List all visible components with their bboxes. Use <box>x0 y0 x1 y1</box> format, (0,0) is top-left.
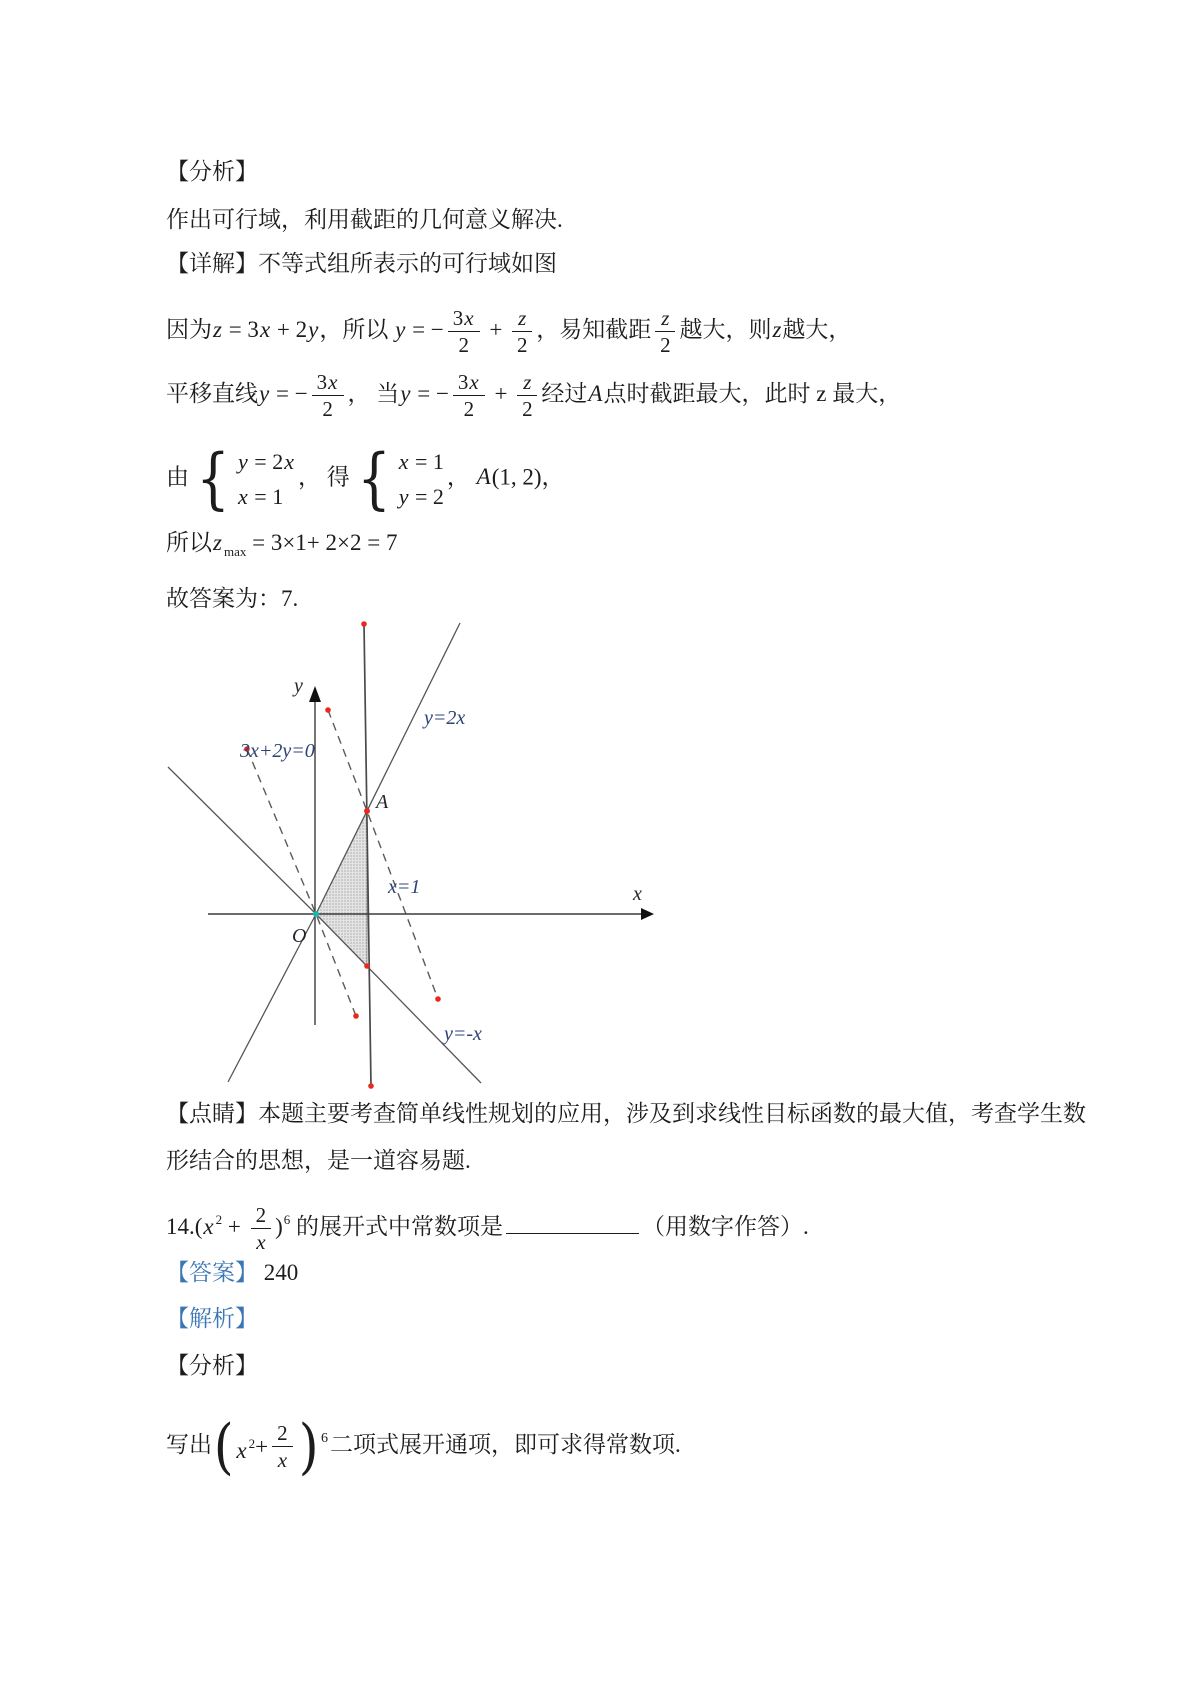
remark-line-2: 形结合的思想，是一道容易题. <box>166 1148 471 1173</box>
line-y-equals-minus-x <box>168 767 481 1083</box>
y2x-label: y=2x <box>424 707 466 729</box>
red-dot <box>361 621 367 627</box>
red-dot <box>325 707 331 713</box>
conclusion-line: 故答案为：7. <box>166 586 299 611</box>
x-axis-arrow-icon <box>641 908 654 920</box>
question-14: 14.(x $^2$ + $\frac{2}{x}$ )$^6$ 的展开式中常数项是 （用数字作答）. <box>166 1203 809 1255</box>
jiexi-heading: 【解析】 <box>166 1306 258 1331</box>
equation-line-2: 平移直线y = − $\frac{3x}{2}$ ， 当y = − $\frac{3x}{2}$ + $\frac{z}{2}$ 经过A点时截距最大，此时 z 最大， <box>166 370 902 422</box>
red-dot <box>435 996 441 1002</box>
answer-14: 【答案】 240 <box>166 1260 299 1285</box>
line-y-equals-2x <box>228 623 460 1082</box>
x-axis-label: x <box>633 883 642 905</box>
equation-line-1: 因为z = 3x + 2y，所以 y = − $\frac{3x}{2}$ + $\frac{z}{2}$ ，易知截距 $\frac{z}{2}$ 越大，则z越大， <box>166 306 852 358</box>
x1-label: x=1 <box>388 876 421 898</box>
origin-label: O <box>292 925 307 947</box>
analysis-text: 作出可行域，利用截距的几何意义解决. <box>166 207 563 232</box>
origin-dot <box>313 911 319 917</box>
analysis-heading-1: 【分析】 <box>166 159 258 184</box>
equation-line-3: 由 { y = 2x x = 1 ， 得 { x = 1 y = 2 ， A(1, 2)， <box>166 440 565 517</box>
red-dot <box>364 963 370 969</box>
equation-line-4: 所以z $_{max}$ = 3×1+ 2×2 = 7 <box>166 530 398 559</box>
analysis-heading-2: 【分析】 <box>166 1353 258 1378</box>
dashed-objective-line <box>328 710 438 999</box>
linear-programming-plot <box>158 612 658 1092</box>
point-a-dot <box>364 808 370 814</box>
detail-heading: 【详解】不等式组所表示的可行域如图 <box>166 251 557 276</box>
y-axis-arrow-icon <box>309 686 321 702</box>
red-dot <box>353 1013 359 1019</box>
feasible-region-figure <box>158 612 658 1092</box>
red-dot <box>368 1083 374 1089</box>
y-axis-label: y <box>294 675 303 697</box>
analysis-text-14: 写出 ( x $^2$ + $\frac{2}{x}$ ) 6 二项式展开通项，即可求得常数项. <box>166 1411 681 1482</box>
point-a-label: A <box>376 791 389 813</box>
feasible-region <box>316 811 367 966</box>
remark-line-1: 【点睛】本题主要考查简单线性规划的应用，涉及到求线性目标函数的最大值，考查学生数 <box>166 1101 1086 1126</box>
ynegx-label: y=-x <box>444 1023 482 1045</box>
3x2y0-label: 3x+2y=0 <box>240 740 315 762</box>
